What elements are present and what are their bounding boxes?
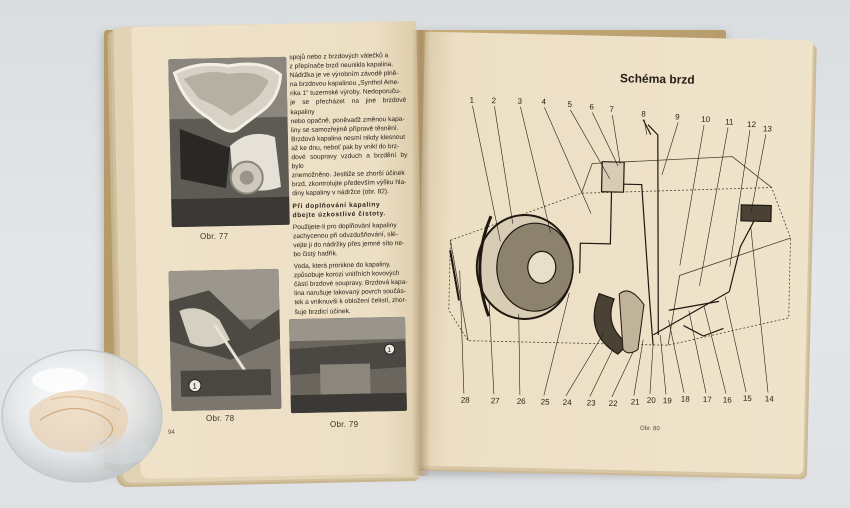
text-paragraph-3: Voda, která pronikne do kapaliny, způsobuje korozi vnitřních kovových částí brzdové soupravy. Brzdová kapa- lina narušuje lakovaný povrch součás- tek a vniknuvši k obložení čelistí, zhor- šuje brzdicí účinek.: [293, 261, 408, 316]
glass-paperweight: [0, 340, 170, 488]
callout-number-15: 15: [742, 393, 752, 404]
caption-fig-80: Obr. 80: [639, 425, 660, 433]
callout-leader-line: [699, 127, 728, 287]
callout-number-6: 6: [589, 102, 594, 112]
callout-number-5: 5: [567, 99, 573, 109]
callout-number-11: 11: [725, 117, 734, 127]
callout-number-10: 10: [701, 114, 711, 125]
callout-number-20: 20: [646, 395, 656, 405]
callout-number-26: 26: [516, 396, 526, 407]
callout-leader-line: [542, 107, 593, 213]
callout-leader-line: [566, 333, 603, 397]
callout-number-19: 19: [662, 396, 672, 406]
callout-leader-line: [723, 297, 748, 392]
caption-fig-79: Obr. 79: [330, 420, 359, 429]
callout-leader-line: [469, 106, 503, 242]
callout-number-1: 1: [469, 95, 475, 105]
callout-leader-line: [650, 345, 653, 394]
callout-number-24: 24: [562, 397, 572, 408]
callout-number-27: 27: [490, 396, 500, 406]
callout-number-12: 12: [746, 119, 757, 130]
text-paragraph-1: spojů nebo z brzdových válečků a z přepínače brzd neunikla kapalina. Nádržka je ve výrobním závodě plně- na brzdovou kapalinou „Synthol Ame- rika 1“ tuzemské výroby. Nedoporuču- je se přecházet na jiné brzdové kapaliny nebo opačně, poněvadž změnou kapa- liny se samozřejmě přípravě těsnění. Brzdová kapalina nesmí nikdy klesnout až ke dnu, neboť pak by vnikl do brz- dové soupravy vzduch a brzdění by bylo znemožněno. Jestliže se zhorší účinek brzd, zkontrolujte především výšku hla- diny kapaliny v nádržce (obr. 82).: [289, 52, 408, 198]
text-warning-heading: Při doplňování kapaliny dbejte úzkostlivé čistoty.: [292, 200, 386, 219]
callout-leader-line: [702, 306, 728, 394]
text-paragraph-2: Použijete-li pro doplňování kapaliny zachycenou při odvzdušňování, slé- vejte ji do nádržky přes jemné síto ne- bo čistý hadřík.: [292, 221, 405, 259]
callout-number-16: 16: [722, 395, 732, 405]
callout-number-25: 25: [540, 397, 550, 407]
caption-fig-77: Obr. 77: [200, 232, 229, 241]
callout-leader-line: [492, 106, 516, 223]
callout-number-2: 2: [491, 96, 497, 106]
callout-number-14: 14: [764, 394, 774, 404]
brake-diagram: [426, 90, 803, 428]
photo-fig-78: [169, 269, 282, 411]
callout-leader-line: [591, 112, 619, 166]
page-number-left: 94: [168, 430, 175, 436]
diagram-title: Schéma brzd: [619, 71, 695, 87]
callout-number-3: 3: [517, 96, 523, 106]
callout-number-8: 8: [641, 109, 646, 119]
callout-number-21: 21: [630, 397, 640, 407]
callout-number-17: 17: [702, 395, 712, 405]
callout-leader-line: [667, 320, 686, 392]
callout-leader-line: [662, 122, 678, 175]
callout-number-18: 18: [680, 394, 690, 404]
callout-number-22: 22: [608, 398, 618, 409]
callout-leader-line: [517, 314, 522, 395]
callout-leader-line: [687, 311, 708, 393]
caption-fig-78: Obr. 78: [206, 414, 235, 423]
callout-number-9: 9: [675, 112, 680, 122]
callout-leader-line: [590, 348, 613, 396]
callout-number-28: 28: [460, 395, 470, 405]
photo-fig-77: [168, 57, 289, 227]
callout-leader-line: [518, 107, 554, 233]
callout-number-4: 4: [541, 97, 547, 107]
svg-text:1: 1: [192, 381, 198, 391]
callout-leader-line: [457, 270, 467, 393]
svg-text:1: 1: [387, 347, 392, 355]
callout-leader-line: [611, 115, 621, 164]
callout-leader-line: [659, 335, 667, 394]
callout-leader-line: [680, 125, 704, 266]
left-page-text-column: [289, 51, 411, 320]
callout-leader-line: [747, 227, 772, 392]
callout-number-23: 23: [586, 398, 596, 408]
callout-leader-line: [612, 352, 633, 397]
callout-number-13: 13: [762, 124, 772, 134]
callout-number-7: 7: [609, 104, 614, 114]
photo-fig-79: [289, 317, 407, 413]
